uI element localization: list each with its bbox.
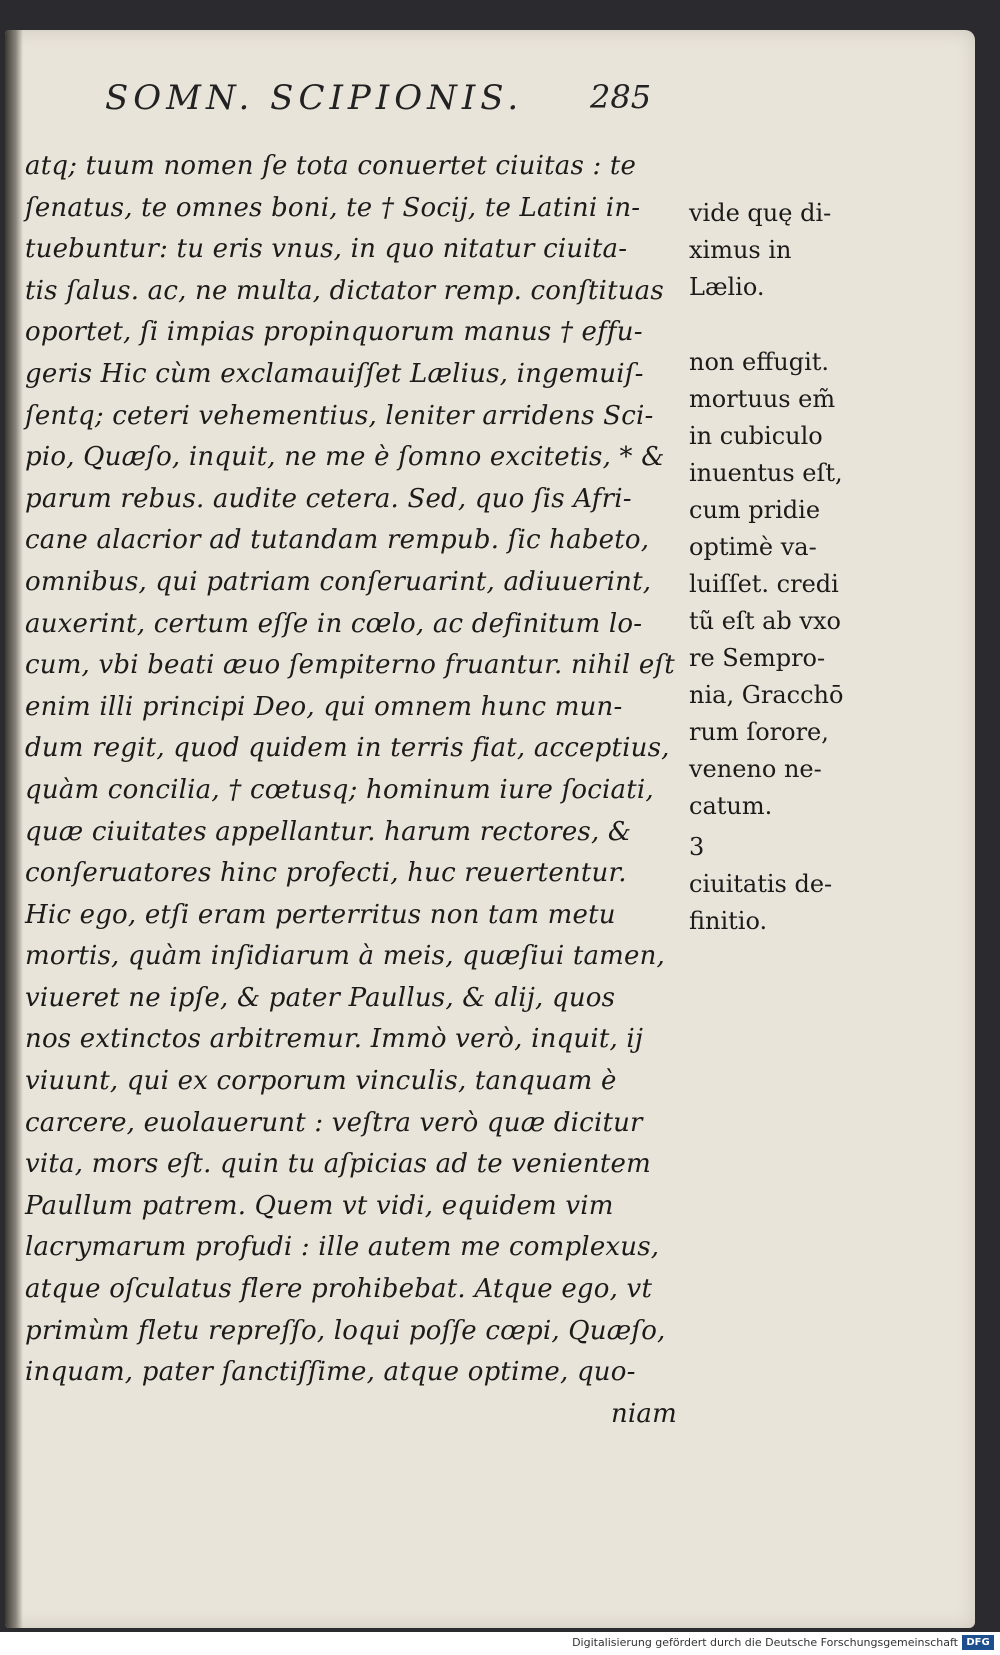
text-line: viuunt, qui ex corporum vinculis, tanquam è <box>25 1066 617 1097</box>
text-line: auxerint, certum eſſe in cœlo, ac definitum lo- <box>25 608 643 639</box>
text-line: viueret ne ipſe, & pater Paullus, & alij, quos <box>25 982 616 1013</box>
text-line: Hic ego, etſi eram perterritus non tam metu <box>25 899 616 930</box>
footer-bar <box>0 1632 1000 1655</box>
note-line: tũ eſt ab vxo <box>689 607 841 635</box>
note-line: luiſſet. credi <box>689 570 839 598</box>
text-line: dum regit, quod quidem in terris fiat, acceptius, <box>25 733 670 764</box>
page-number: 285 <box>590 78 652 116</box>
note-line: in cubiculo <box>689 422 823 450</box>
note-line: optimè va- <box>689 533 817 561</box>
note-line: finitio. <box>689 907 768 935</box>
text-line: cum, vbi beati æuo ſempiterno fruantur. nihil eſt <box>25 650 675 681</box>
text-line: parum rebus. audite cetera. Sed, quo ſis Afri- <box>25 483 632 514</box>
text-line: quæ ciuitates appellantur. harum rectores, & <box>25 816 632 847</box>
text-line: enim illi principi Deo, qui omnem hunc mun- <box>25 691 623 722</box>
margin-note-effugit <box>689 344 869 825</box>
note-line: catum. <box>689 792 773 820</box>
note-line: vide quę di- <box>689 199 832 227</box>
funding-credit: Digitalisierung gefördert durch die Deutsche Forschungsgemeinschaft <box>572 1636 958 1649</box>
text-line: inquam, pater ſanctiſſime, atque optime, quo- <box>25 1357 636 1388</box>
text-line: ſenatus, te omnes boni, te † Socij, te Latini in- <box>25 192 641 223</box>
dfg-logo: DFG <box>962 1635 994 1650</box>
note-line: veneno ne- <box>689 755 822 783</box>
text-line: pio, Quæſo, inquit, ne me è ſomno excitetis, * & <box>25 442 665 473</box>
text-line: carcere, euolauerunt : veſtra verò quæ dicitur <box>25 1107 643 1138</box>
note-line: nia, Gracchō <box>689 681 844 709</box>
note-line: mortuus em̃ <box>689 385 836 413</box>
margin-notes <box>689 195 869 944</box>
margin-note-ciuitatis <box>689 829 869 940</box>
note-line: inuentus eſt, <box>689 459 843 487</box>
note-line: cum pridie <box>689 496 821 524</box>
note-line: 3 <box>689 833 705 861</box>
page-header <box>105 70 685 120</box>
book-page <box>5 30 975 1628</box>
text-line: tis ſalus. ac, ne multa, dictator remp. conſtituas <box>25 275 664 306</box>
text-line: omnibus, qui patriam conſeruarint, adiuuerint, <box>25 566 652 597</box>
text-line: lacrymarum profudi : ille autem me complexus, <box>25 1232 660 1263</box>
text-line: cane alacrior ad tutandam rempub. ſic habeto, <box>25 525 650 556</box>
text-line: mortis, quàm inſidiarum à meis, quæſiui tamen, <box>25 941 666 972</box>
text-line: geris Hic cùm exclamauiſſet Lælius, ingemuiſ- <box>25 358 644 389</box>
page-gutter <box>5 30 23 1628</box>
note-line: re Sempro- <box>689 644 826 672</box>
catchword: niam <box>610 1398 677 1429</box>
margin-note-vide <box>689 195 869 306</box>
text-line: atque oſculatus flere prohibebat. Atque ego, vt <box>25 1274 653 1305</box>
note-line: ciuitatis de- <box>689 870 833 898</box>
text-line: vita, mors eſt. quin tu aſpicias ad te venientem <box>25 1149 651 1180</box>
text-line: primùm fletu repreſſo, loqui poſſe cœpi, Quæſo, <box>25 1315 666 1346</box>
note-spacer <box>689 310 869 344</box>
running-title: SOMN. SCIPIONIS. <box>105 78 524 118</box>
note-line: ximus in <box>689 236 792 264</box>
text-line: atq; tuum nomen ſe tota conuertet ciuitas : te <box>25 151 637 181</box>
text-line: nos extinctos arbitremur. Immò verò, inquit, ij <box>25 1024 644 1055</box>
text-line: tuebuntur: tu eris vnus, in quo nitatur ciuita- <box>25 234 628 265</box>
text-line: ſentq; ceteri vehementius, leniter arridens Sci- <box>25 400 654 431</box>
text-line: conſeruatores hinc profecti, huc reuertentur. <box>25 858 627 889</box>
note-line: rum ſorore, <box>689 718 829 746</box>
text-line: oportet, ſi impias propinquorum manus † effu- <box>25 317 643 348</box>
note-line: Lælio. <box>689 273 765 301</box>
main-text <box>25 146 685 1435</box>
text-line: Paullum patrem. Quem vt vidi, equidem vim <box>25 1190 614 1221</box>
note-line: non effugit. <box>689 348 830 376</box>
text-line: quàm concilia, † cœtusq; hominum iure ſociati, <box>25 774 654 805</box>
